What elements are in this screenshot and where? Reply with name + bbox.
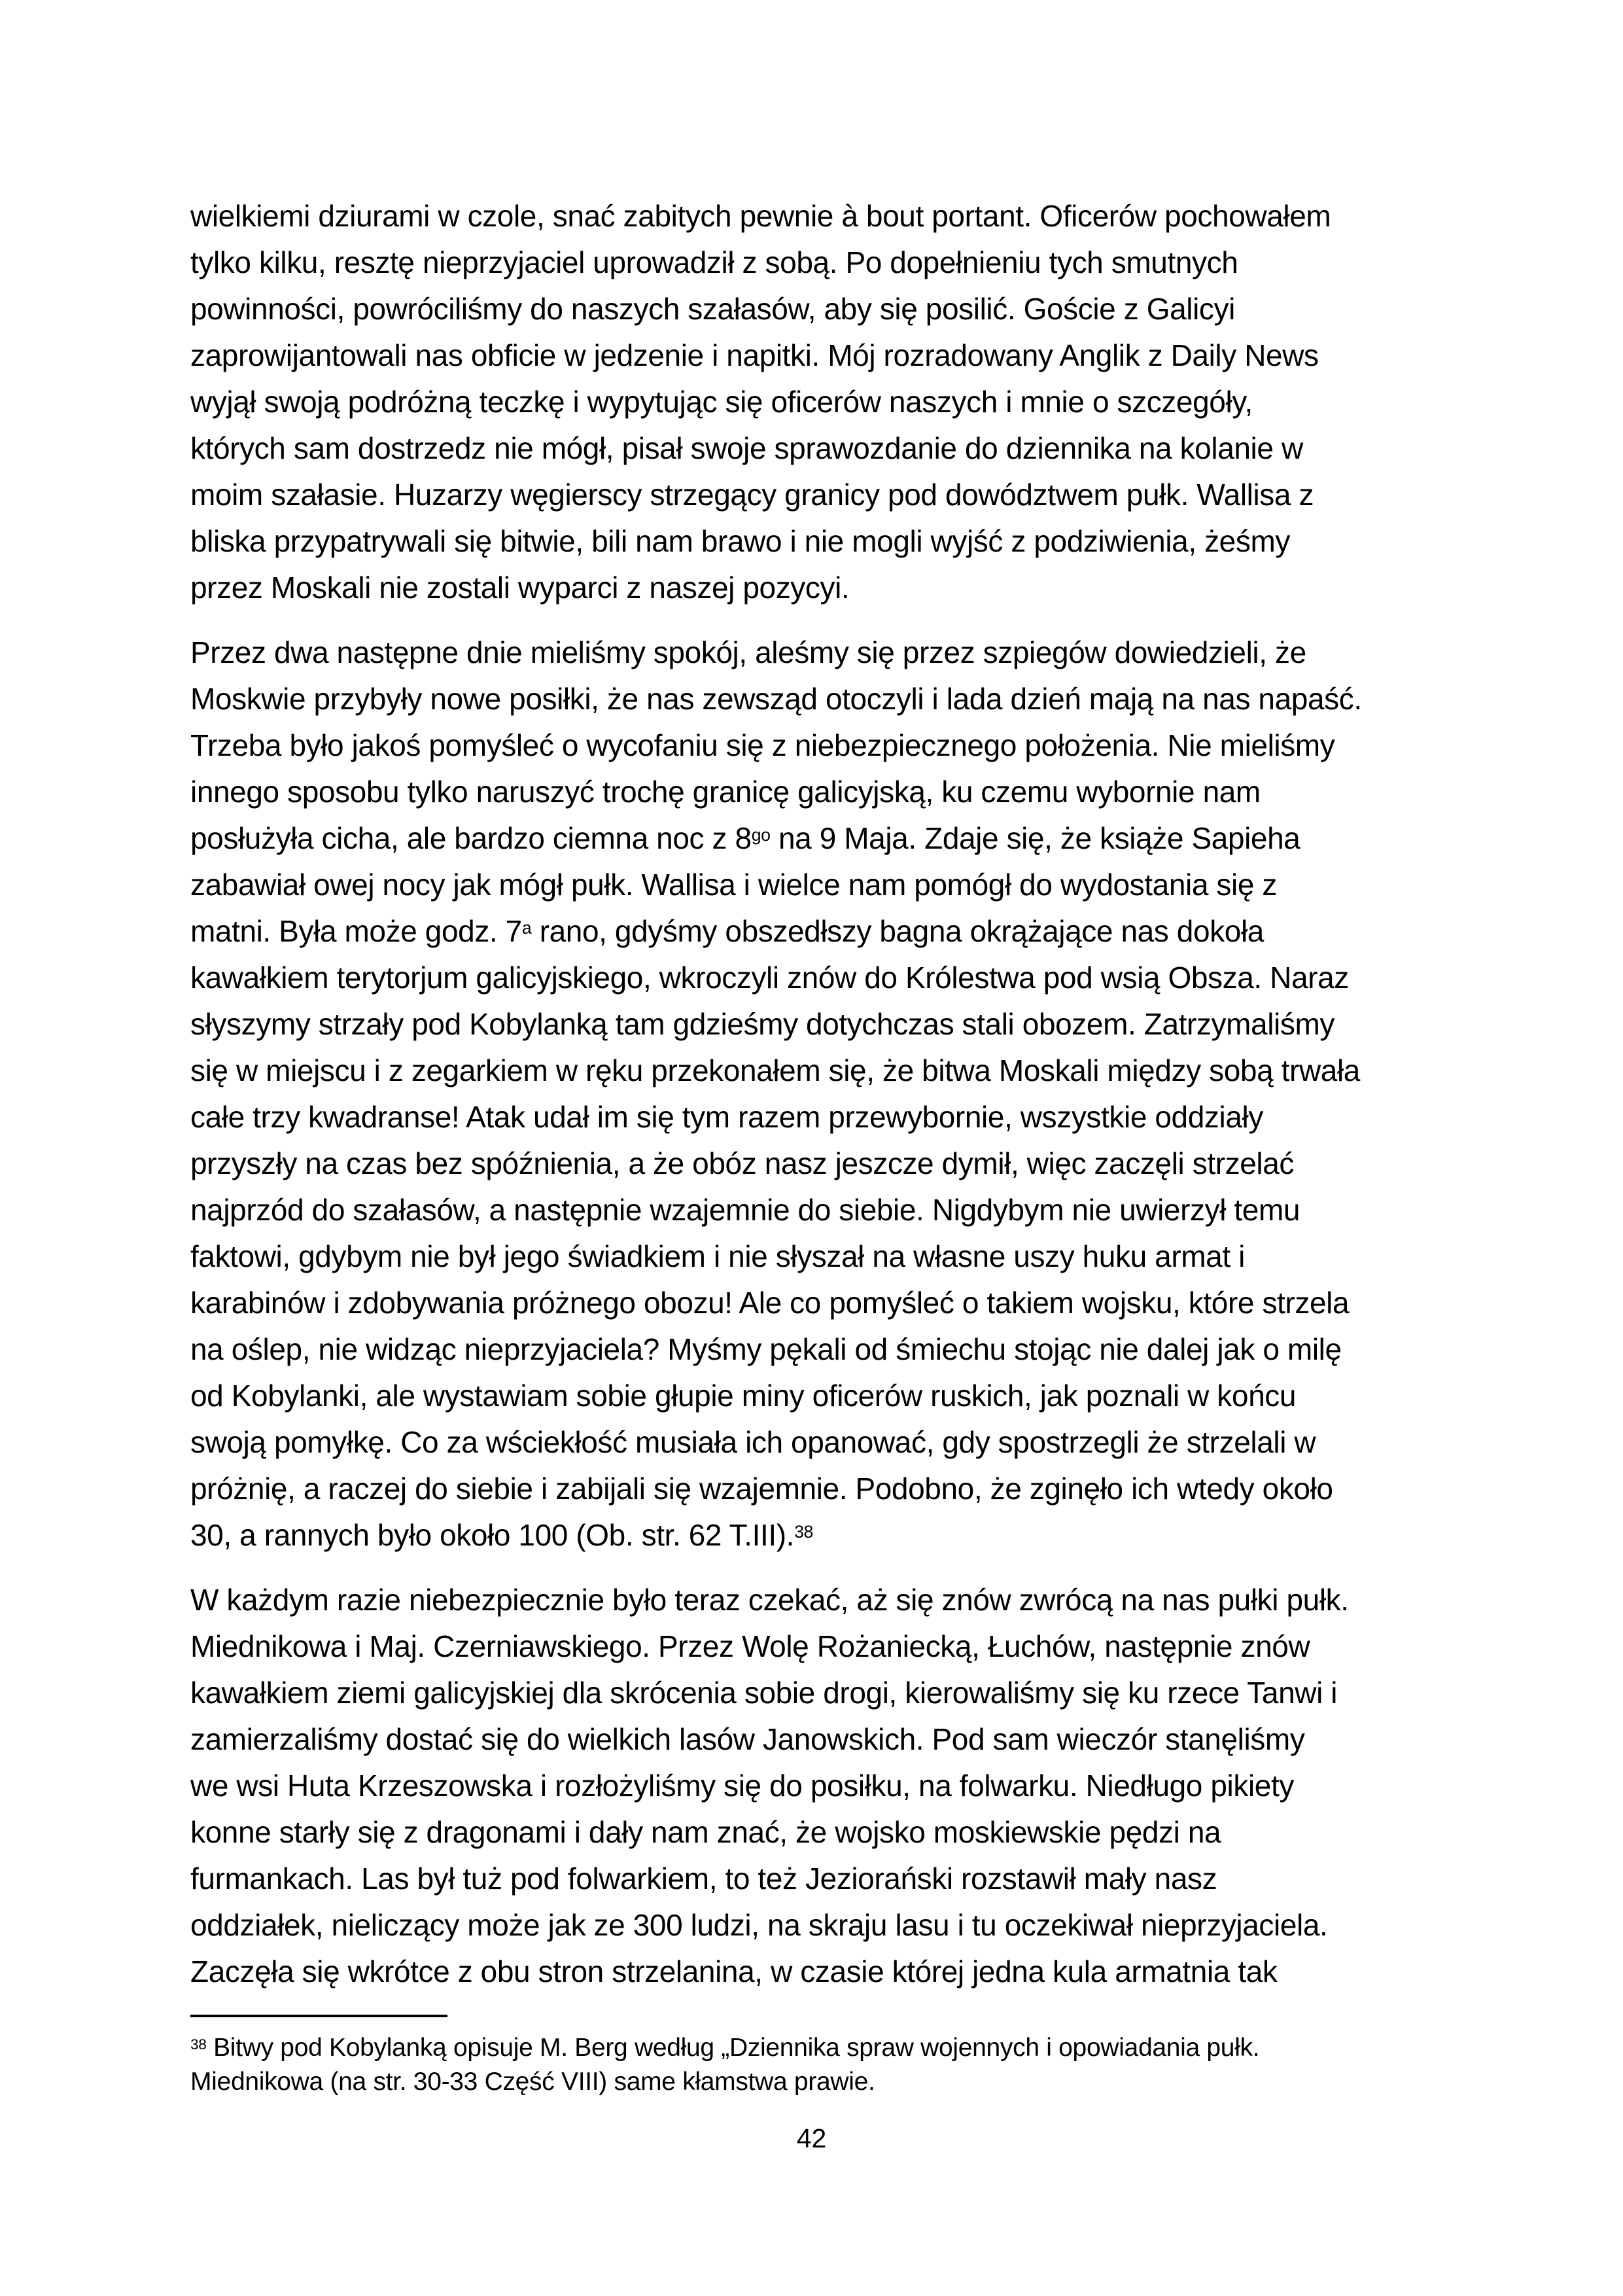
text-line: Przez dwa następne dnie mieliśmy spokój, aleśmy się przez szpiegów dowiedzieli, że — [190, 635, 1306, 669]
text-line: całe trzy kwadranse! Atak udał im się tym razem przewybornie, wszystkie oddziały — [190, 1100, 1263, 1134]
text-line: oddziałek, nieliczący może jak ze 300 ludzi, na skraju lasu i tu oczekiwał nieprzyjaciela. — [190, 1908, 1328, 1942]
text-line: na oślep, nie widząc nieprzyjaciela? Myśmy pękali od śmiechu stojąc nie dalej jak o milę — [190, 1332, 1342, 1366]
text-line: słyszymy strzały pod Kobylanką tam gdzieśmy dotychczas stali obozem. Zatrzymaliśmy — [190, 1007, 1335, 1041]
body-text — [190, 193, 1437, 1995]
text-line: przyszły na czas bez spóźnienia, a że obóz nasz jeszcze dymił, więc zaczęli strzelać — [190, 1146, 1294, 1180]
text-line: od Kobylanki, ale wystawiam sobie głupie miny oficerów ruskich, jak poznali w końcu — [190, 1379, 1297, 1413]
footnote — [190, 2031, 1437, 2099]
text-line: najprzód do szałasów, a następnie wzajemnie do siebie. Nigdybym nie uwierzył temu — [190, 1193, 1300, 1227]
text-line: zamierzaliśmy dostać się do wielkich lasów Janowskich. Pod sam wieczór stanęliśmy — [190, 1722, 1305, 1756]
text-line: W każdym razie niebezpiecznie było teraz czekać, aż się znów zwrócą na nas pułki pułk. — [190, 1583, 1349, 1617]
text-line: próżnię, a raczej do siebie i zabijali się wzajemnie. Podobno, że zginęło ich wtedy około — [190, 1472, 1333, 1506]
superscript: 38 — [190, 2036, 207, 2053]
paragraph — [190, 629, 1437, 1559]
superscript: go — [751, 825, 771, 845]
text-line: 30, a rannych było około 100 (Ob. str. 62 T.III).$^{38}$ — [190, 1518, 813, 1552]
text-line: tylko kilku, resztę nieprzyjaciel uprowadził z sobą. Po dopełnieniu tych smutnych — [190, 245, 1238, 279]
text-line: furmankach. Las był tuż pod folwarkiem, to też Jeziorański rozstawił mały nasz — [190, 1862, 1217, 1896]
text-line: zabawiał owej nocy jak mógł pułk. Wallisa i wielce nam pomógł do wydostania się z — [190, 868, 1277, 902]
footnotes — [190, 2031, 1437, 2099]
paragraph — [190, 1577, 1437, 1995]
text-line: zaprowijantowali nas obficie w jedzenie i napitki. Mój rozradowany Anglik z Daily News — [190, 338, 1319, 372]
paragraph — [190, 193, 1437, 611]
text-line: posłużyła cicha, ale bardzo ciemna noc z $8^{go}$ na 9 Maja. Zdaje się, że książe Sapieha — [190, 821, 1300, 855]
text-line: wielkiemi dziurami w czole, snać zabitych pewnie à bout portant. Oficerów pochowałem — [190, 199, 1331, 233]
text-line: karabinów i zdobywania próżnego obozu! Ale co pomyśleć o takiem wojsku, które strzela — [190, 1286, 1350, 1320]
text-line: matni. Była może godz. 7$^a$ rano, gdyśmy obszedłszy bagna okrążające nas dokoła — [190, 914, 1264, 948]
text-line: Zaczęła się wkrótce z obu stron strzelanina, w czasie której jedna kula armatnia tak — [190, 1954, 1278, 1988]
text-line: których sam dostrzedz nie mógł, pisał swoje sprawozdanie do dziennika na kolanie w — [190, 431, 1303, 465]
text-line: kawałkiem terytorjum galicyjskiego, wkroczyli znów do Królestwa pod wsią Obsza. Naraz — [190, 961, 1349, 995]
text-line: we wsi Huta Krzeszowska i rozłożyliśmy się do posiłku, na folwarku. Niedługo pikiety — [190, 1769, 1294, 1803]
text-line: Moskwie przybyły nowe posiłki, że nas zewsząd otoczyli i lada dzień mają na nas napaść. — [190, 682, 1362, 716]
page-number: 42 — [796, 2123, 827, 2153]
text-line: Miednikowa i Maj. Czerniawskiego. Przez Wolę Rożaniecką, Łuchów, następnie znów — [190, 1629, 1310, 1663]
text-line: przez Moskali nie zostali wyparci z naszej pozycyi. — [190, 571, 850, 605]
text-line: Miednikowa (na str. 30-33 Część VIII) same kłamstwa prawie. — [190, 2068, 875, 2096]
text-line: powinności, powróciliśmy do naszych szałasów, aby się posilić. Goście z Galicyi — [190, 292, 1235, 326]
text-line: Trzeba było jakoś pomyśleć o wycofaniu się z niebezpiecznego położenia. Nie mieliśmy — [190, 728, 1335, 762]
text-line: wyjął swoją podróżną teczkę i wypytując się oficerów naszych i mnie o szczegóły, — [190, 385, 1253, 419]
superscript: a — [521, 918, 532, 938]
text-line: moim szałasie. Huzarzy węgierscy strzegący granicy pod dowództwem pułk. Wallisa z — [190, 478, 1314, 512]
text-line: się w miejscu i z zegarkiem w ręku przekonałem się, że bitwa Moskali między sobą trwała — [190, 1053, 1360, 1087]
text-line: faktowi, gdybym nie był jego świadkiem i nie słyszał na własne uszy huku armat i — [190, 1239, 1245, 1273]
text-line: kawałkiem ziemi galicyjskiej dla skrócenia sobie drogi, kierowaliśmy się ku rzece Tanwi i — [190, 1676, 1338, 1710]
superscript: 38 — [794, 1522, 813, 1542]
text-line: $^{38}$ Bitwy pod Kobylanką opisuje M. Berg według „Dziennika spraw wojennych i opowiadania pułk. — [190, 2034, 1260, 2062]
text-line: innego sposobu tylko naruszyć trochę granicę galicyjską, ku czemu wybornie nam — [190, 775, 1261, 809]
text-line: bliska przypatrywali się bitwie, bili nam brawo i nie mogli wyjść z podziwienia, żeśmy — [190, 524, 1290, 558]
text-line: swoją pomyłkę. Co za wściekłość musiała ich opanować, gdy spostrzegli że strzelali w — [190, 1425, 1316, 1459]
text-line: konne starły się z dragonami i dały nam znać, że wojsko moskiewskie pędzi na — [190, 1815, 1221, 1849]
footnote-separator — [190, 2015, 447, 2017]
